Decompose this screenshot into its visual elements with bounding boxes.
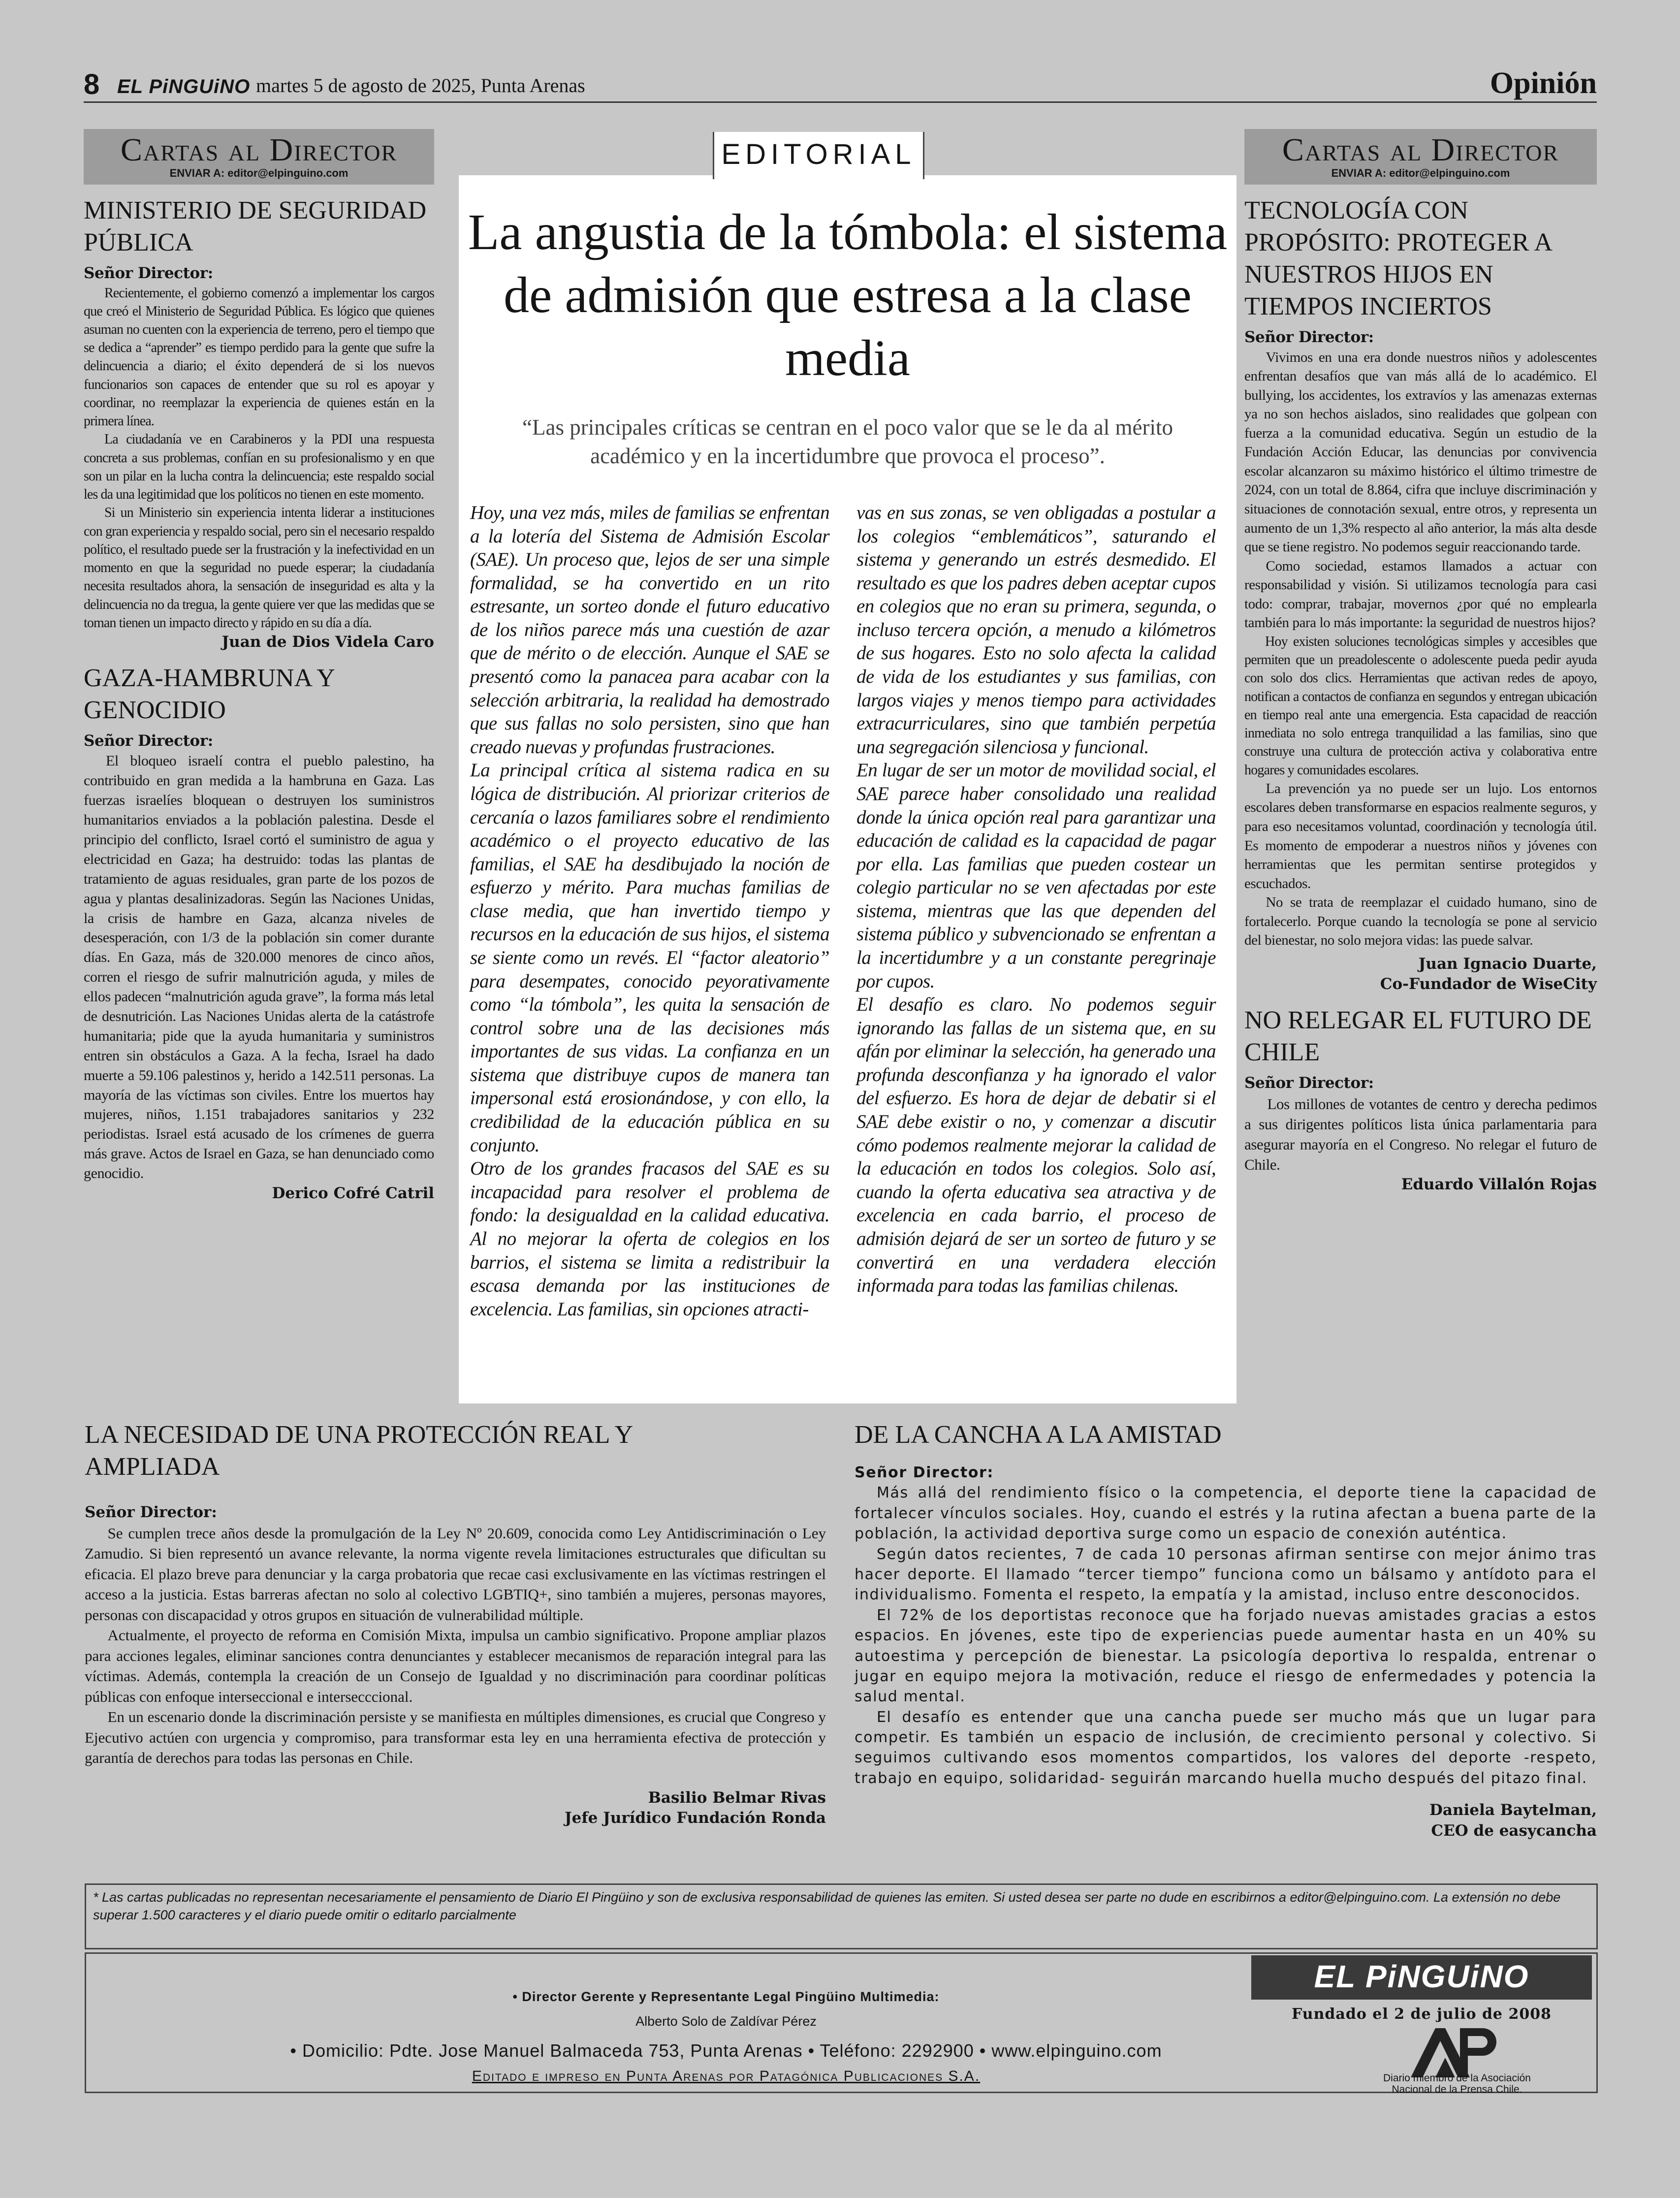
footer-director-label: • Director Gerente y Representante Legal Pingüino Multimedia: xyxy=(512,1989,940,2004)
letter-signature: Basilio Belmar Rivas xyxy=(648,1788,826,1807)
letters-box-title: Cartas al Director xyxy=(120,132,398,168)
letters-box-email: ENVIAR A: editor@elpinguino.com xyxy=(169,167,349,180)
footer-founded: Fundado el 2 de julio de 2008 xyxy=(1292,2006,1552,2023)
letter-signature: Eduardo Villalón Rojas xyxy=(1401,1176,1597,1194)
editorial-paragraph: vas en sus zonas, se ven obligadas a postular a los colegios “emblemáticos”, saturando el sistema y generando un estrés desmedido. El resultado es que los padres deben aceptar cupos en colegios que no eran su primera, segunda, o incluso tercera opción, a menudo a kilómetros de sus hogares. Esto no solo afecta la calidad de vida de los estudiantes y sus familias, con largos viajes y menos tiempo para actividades extracurriculares, sino que también perpetúa una segregación silenciosa y funcional. xyxy=(856,502,1216,758)
letter-paragraph: Los millones de votantes de centro y derecha pedimos a sus dirigentes políticos lista única parlamentaria para asegurar mayoría en el Congreso. No relegar el futuro de Chile. xyxy=(1244,1095,1597,1174)
footer-logo: EL PiNGUiNO xyxy=(1251,1955,1592,2000)
letter-paragraph: En un escenario donde la discriminación persiste y se manifiesta en múltiples dimensiones, es crucial que Congreso y Ejecutivo actúen con urgencia y compromiso, para transformar esta ley en una herramienta efectiva de protección y garantía de derechos para todas las personas en Chile. xyxy=(85,1708,826,1767)
letters-disclaimer: * Las cartas publicadas no representan necesariamente el pensamiento de Diario El Pingüino y son de exclusiva responsabilidad de quienes las emiten. Si usted desea ser parte no dude en escribirnos a editor@elpinguino.com. La extensión no debe superar 1.500 caracteres y el diario puede omitir o editarlo parcialmente xyxy=(85,1883,1598,1949)
editorial-paragraph: La principal crítica al sistema radica en su lógica de distribución. Al priorizar criterios de cercanía o lazos familiares sobre el rendimiento académico o el proyecto educativo de las familias, el SAE ha desdibujado la noción de esfuerzo y mérito. Para muchas familias de clase media, que han invertido tiempo y recursos en la educación de sus hijos, el sistema se siente como un revés. El “factor aleatorio” para desempates, conocido peyorativamente como “la tómbola”, les quita la sensación de control sobre una de las decisiones más importantes de sus vidas. La confianza en un sistema que distribuye cupos de manera tan impersonal está erosionándose, y con ello, la credibilidad de la educación pública en su conjunto. xyxy=(470,760,829,1156)
letter-salutation: Señor Director: xyxy=(1244,328,1374,347)
right-letters-column xyxy=(1244,129,1597,1195)
letter-title: TECNOLOGÍA CON PROPÓSITO: PROTEGER A NUESTROS HIJOS EN TIEMPOS INCIERTOS xyxy=(1244,196,1552,321)
letters-box-title: Cartas al Director xyxy=(1282,132,1559,168)
editorial-column-2 xyxy=(856,501,1216,1298)
footer-contact: • Domicilio: Pdte. Jose Manuel Balmaceda 753, Punta Arenas • Teléfono: 2292900 • www.elpinguino.com xyxy=(290,2040,1162,2061)
letters-box-email: ENVIAR A: editor@elpinguino.com xyxy=(1331,167,1510,180)
letter-paragraph: Recientemente, el gobierno comenzó a implementar los cargos que creó el Ministerio de Seguridad Pública. Es lógico que quienes asuman no cuenten con la experiencia de terreno, pero el tiempo que se dedica a “aprender” es tiempo perdido para la gente que sufre la delincuencia a diario; el éxito dependerá de si los nuevos funcionarios son capaces de entender que su rol es apoyar y coordinar, no reemplazar la experiencia de quienes están en la primera línea. xyxy=(84,285,434,429)
left-letters-column xyxy=(84,129,434,1204)
editorial-paragraph: Otro de los grandes fracasos del SAE es su incapacidad para resolver el problema de fondo: la desigualdad en la calidad educativa. Al no mejorar la oferta de colegios en los barrios, el sistema se limita a redistribuir la escasa demanda por las instituciones de excelencia. Las familias, sin opciones atracti- xyxy=(470,1158,829,1320)
header-rule xyxy=(84,101,1597,103)
anp-note: Diario miembro de la Asociación Nacional de la Prensa Chile. xyxy=(1383,2072,1531,2096)
letter-salutation: Señor Director: xyxy=(1244,1074,1374,1092)
letter-paragraph: Actualmente, el proyecto de reforma en Comisión Mixta, impulsa un cambio significativo. Propone ampliar plazos para acciones legales, eliminar sanciones contra denunciantes y establecer mecanismos de reparación integral para las víctimas. Además, contempla la creación de un Consejo de Igualdad y no discriminación para coordinar políticas públicas con enfoque interseccional e intersecccional. xyxy=(85,1626,826,1705)
letter-paragraph: La prevención ya no puede ser un lujo. Los entornos escolares deben transformarse en espacios realmente seguros, y para eso necesitamos voluntad, coordinación y tecnología útil. Es momento de empoderar a nuestros niños y jóvenes con herramientas que les permitan sentirse protegidos y escuchados. xyxy=(1244,780,1597,892)
editorial-headline: La angustia de la tómbola: el sistema de admisión que estresa a la clase media xyxy=(468,204,1228,386)
editorial-paragraph: Hoy, una vez más, miles de familias se enfrentan a la lotería del Sistema de Admisión Escolar (SAE). Un proceso que, lejos de ser una simple formalidad, se ha convertido en un rito estresante, un sorteo donde el futuro educativo de los niños parece más una cuestión de azar que de mérito o de elección. Aunque el SAE se presentó como la panacea para acabar con la selección arbitraria, la realidad ha demostrado que sus fallas no solo persisten, sino que han creado nuevas y profundas frustraciones. xyxy=(470,502,829,758)
letter-paragraph: Se cumplen trece años desde la promulgación de la Ley Nº 20.609, conocida como Ley Antidiscriminación o Ley Zamudio. Si bien representó un avance relevante, la norma vigente revela limitaciones estructurales que dificultan su eficacia. El plazo breve para denunciar y la carga probatoria que recae casi exclusivamente en las víctimas restringen el acceso a la justicia. Estas barreras afectan no solo al colectivo LGBTIQ+, sino también a mujeres, personas mayores, personas con discapacidad y otros grupos en situación de vulnerabilidad múltiple. xyxy=(85,1524,826,1624)
letter-signature: Juan Ignacio Duarte, xyxy=(1418,955,1597,973)
editorial-kicker: EDITORIAL xyxy=(713,132,924,179)
letter-paragraph: El bloqueo israelí contra el pueblo palestino, ha contribuido en gran medida a la hambruna en Gaza. Las fuerzas israelíes bloquean o destruyen los suministros humanitarios enviados a la población palestina. Desde el principio del conflicto, Israel cortó el suministro de agua y electricidad en Gaza; ha destruido: todas las plantas de tratamiento de aguas residuales, gran parte de los pozos de agua y plantas desalinizadoras. Según las Naciones Unidas, la crisis de hambre en Gaza, alcanza niveles de desesperación, con 1/3 de la población sin comer durante días. En Gaza, más de 320.000 menores de cinco años, corren el riesgo de sufrir malnutrición aguda, y miles de ellos padecen “malnutrición aguda grave”, la forma más letal de desnutrición. Las Naciones Unidas alerta de la catástrofe humanitaria; pide que la ayuda humanitaria y suministros entren sin obstáculos a Gaza. A la fecha, Israel ha dado muerte a 59.106 palestinos y, herido a 142.511 personas. La mayoría de las víctimas son civiles. Entre los muertos hay mujeres, niños, 1.151 trabajadores sanitarios y 232 periodistas. Israel está acusado de los crímenes de guerra más grave. Actos de Israel en Gaza, se han denunciado como genocidio. xyxy=(84,753,434,1182)
footer-printed-text: Editado e impreso en Punta Arenas por Patagónica Publicaciones S.A. xyxy=(472,2068,981,2084)
letter-signature: Derico Cofré Catril xyxy=(272,1184,434,1202)
section-title: Opinión xyxy=(1490,66,1597,100)
letter-paragraph: El 72% de los deportistas reconoce que ha forjado nuevas amistades gracias a estos espacios. En jóvenes, este tipo de experiencias puede aumentar hasta en un 40% su autoestima y percepción de bienestar. La psicología deportiva lo respalda, entrenar o jugar en equipo mejora la motivación, reduce el riesgo de enfermedades y potencia la salud mental. xyxy=(855,1606,1597,1706)
editorial-paragraph: En lugar de ser un motor de movilidad social, el SAE parece haber consolidado una realidad donde la única opción real para garantizar una educación de calidad es la capacidad de pagar por ella. Las familias que pueden costear un colegio particular no se ven afectadas por este sistema, mientras que las que dependen del sistema público y subvencionado se enfrentan a la incertidumbre y a un constante peregrinaje por cupos. xyxy=(856,760,1216,992)
letter-paragraph: El desafío es entender que una cancha puede ser mucho más que un lugar para competir. Es también un espacio de inclusión, de crecimiento personal y colectivo. Si seguimos cultivando esos momentos compartidos, los valores del deporte -respeto, trabajo en equipo, solidaridad- seguirán marcando huella mucho después del pitazo final. xyxy=(855,1708,1597,1787)
editorial-paragraph: El desafío es claro. No podemos seguir ignorando las fallas de un sistema que, en su afán por eliminar la selección, ha generado una profunda desconfianza y ha ignorado el valor del esfuerzo. Es hora de dejar de debatir si el SAE debe existir o no, y comenzar a discutir cómo podemos realmente mejorar la calidad de la educación en todos los colegios. Solo así, cuando la oferta educativa sea atractiva y de excelencia en cada barrio, el proceso de admisión dejará de ser un sorteo de futuro y se convertirá en una verdadera elección informada para todas las familias chilenas. xyxy=(856,994,1216,1297)
bottom-right-letter xyxy=(855,1419,1597,1841)
letter-salutation: Señor Director: xyxy=(84,264,213,283)
dateline: martes 5 de agosto de 2025, Punta Arenas xyxy=(256,74,585,96)
letter-title: LA NECESIDAD DE UNA PROTECCIÓN REAL Y AMPLIADA xyxy=(85,1421,633,1481)
letter-signature-role: CEO de easycancha xyxy=(1431,1821,1597,1840)
editorial-dek: “Las principales críticas se centran en el poco valor que se le da al mérito académico y en la incertidumbre que provoca el proceso”. xyxy=(522,415,1173,468)
letter-salutation: Señor Director: xyxy=(85,1503,217,1521)
letter-paragraph: Vivimos en una era donde nuestros niños y adolescentes enfrentan desafíos que van más allá de lo académico. El bullying, los accidentes, los extravíos y las amenazas externas ya no son hechos aislados, sino realidades que golpean con fuerza a la comunidad educativa. Según un estudio de la Fundación Acción Educar, las denuncias por convivencia escolar alcanzaron su máximo histórico el último trimestre de 2024, con un total de 8.864, cifra que incluye discriminación y situaciones de connotación sexual, entre otros, y representa un aumento de un 1,3% respecto al año anterior, la más alta desde que se tiene registro. No podemos seguir reaccionando tarde. xyxy=(1244,349,1597,555)
letter-paragraph: Si un Ministerio sin experiencia intenta liderar a instituciones con gran experiencia y respaldo social, pero sin el necesario respaldo político, el resultado puede ser la frustración y la inefectividad en un momento en que la seguridad no puede esperar; la ciudadanía necesita resultados ahora, la sensación de inseguridad es alta y la delincuencia no da tregua, la gente quiere ver que las medidas que se toman tienen un impacto directo y rápido en su día a día. xyxy=(84,505,434,631)
letter-signature: Daniela Baytelman, xyxy=(1429,1801,1597,1819)
footer-director-name: Alberto Solo de Zaldívar Pérez xyxy=(635,2014,817,2029)
letter-paragraph: Hoy existen soluciones tecnológicas simples y accesibles que permiten que un preadolescente o adolescente pueda pedir ayuda con solo dos clics. Herramientas que activan redes de apoyo, notifican a contactos de confianza en segundos y entregan ubicación en tiempo real ante una emergencia. Esta capacidad de reacción inmediata no solo entrega tranquilidad a las familias, sino que construye una cultura de protección activa y colaborativa entre hogares y comunidades escolares. xyxy=(1244,634,1597,778)
letter-paragraph: La ciudadanía ve en Carabineros y la PDI una respuesta concreta a sus problemas, confían en su profesionalismo y en que son un pilar en la lucha contra la delincuencia; este respaldo social les da una legitimidad que los políticos no tienen en este momento. xyxy=(84,432,434,503)
letter-title: MINISTERIO DE SEGURIDAD PÚBLICA xyxy=(84,196,427,257)
letter-paragraph: Más allá del rendimiento físico o la competencia, el deporte tiene la capacidad de fortalecer vínculos sociales. Hoy, cuando el estrés y la rutina afectan a buena parte de la población, la actividad deportiva surge como un espacio de conexión auténtica. xyxy=(855,1484,1597,1543)
letter-paragraph: Según datos recientes, 7 de cada 10 personas afirman sentirse con mejor ánimo tras hacer deporte. El llamado “tercer tiempo” funciona como un bálsamo y antídoto para el individualismo. Fomenta el respeto, la empatía y la amistad, incluso entre desconocidos. xyxy=(855,1545,1597,1604)
letter-paragraph: Como sociedad, estamos llamados a actuar con responsabilidad y visión. Si utilizamos tecnología para casi todo: comprar, trabajar, movernos ¿por qué no emplearla también para lo más importante: la seguridad de nuestros hijos? xyxy=(1244,558,1597,631)
letter-title: GAZA-HAMBRUNA Y GENOCIDIO xyxy=(84,664,334,725)
page-header xyxy=(84,68,1597,103)
letter-salutation: Señor Director: xyxy=(84,732,213,750)
editorial-column-1 xyxy=(470,501,829,1321)
letter-title: DE LA CANCHA A LA AMISTAD xyxy=(855,1421,1222,1449)
letters-box-header xyxy=(84,129,434,185)
letters-box-header xyxy=(1244,129,1597,185)
footer-printed xyxy=(86,2068,1366,2085)
letter-signature-role: Co-Fundador de WiseCity xyxy=(1380,975,1597,993)
bottom-left-letter xyxy=(85,1419,826,1829)
letter-title: NO RELEGAR EL FUTURO DE CHILE xyxy=(1244,1006,1592,1067)
letter-paragraph: No se trata de reemplazar el cuidado humano, sino de fortalecerlo. Porque cuando la tecnología se pone al servicio del bienestar, no solo mejora vidas: las puede salvar. xyxy=(1244,894,1597,949)
masthead-logo: EL PiNGUiNO xyxy=(117,76,251,97)
letter-signature: Juan de Dios Videla Caro xyxy=(222,633,434,651)
page-number: 8 xyxy=(84,68,100,100)
letter-signature-role: Jefe Jurídico Fundación Ronda xyxy=(564,1809,826,1827)
letter-salutation: Señor Director: xyxy=(855,1464,994,1481)
